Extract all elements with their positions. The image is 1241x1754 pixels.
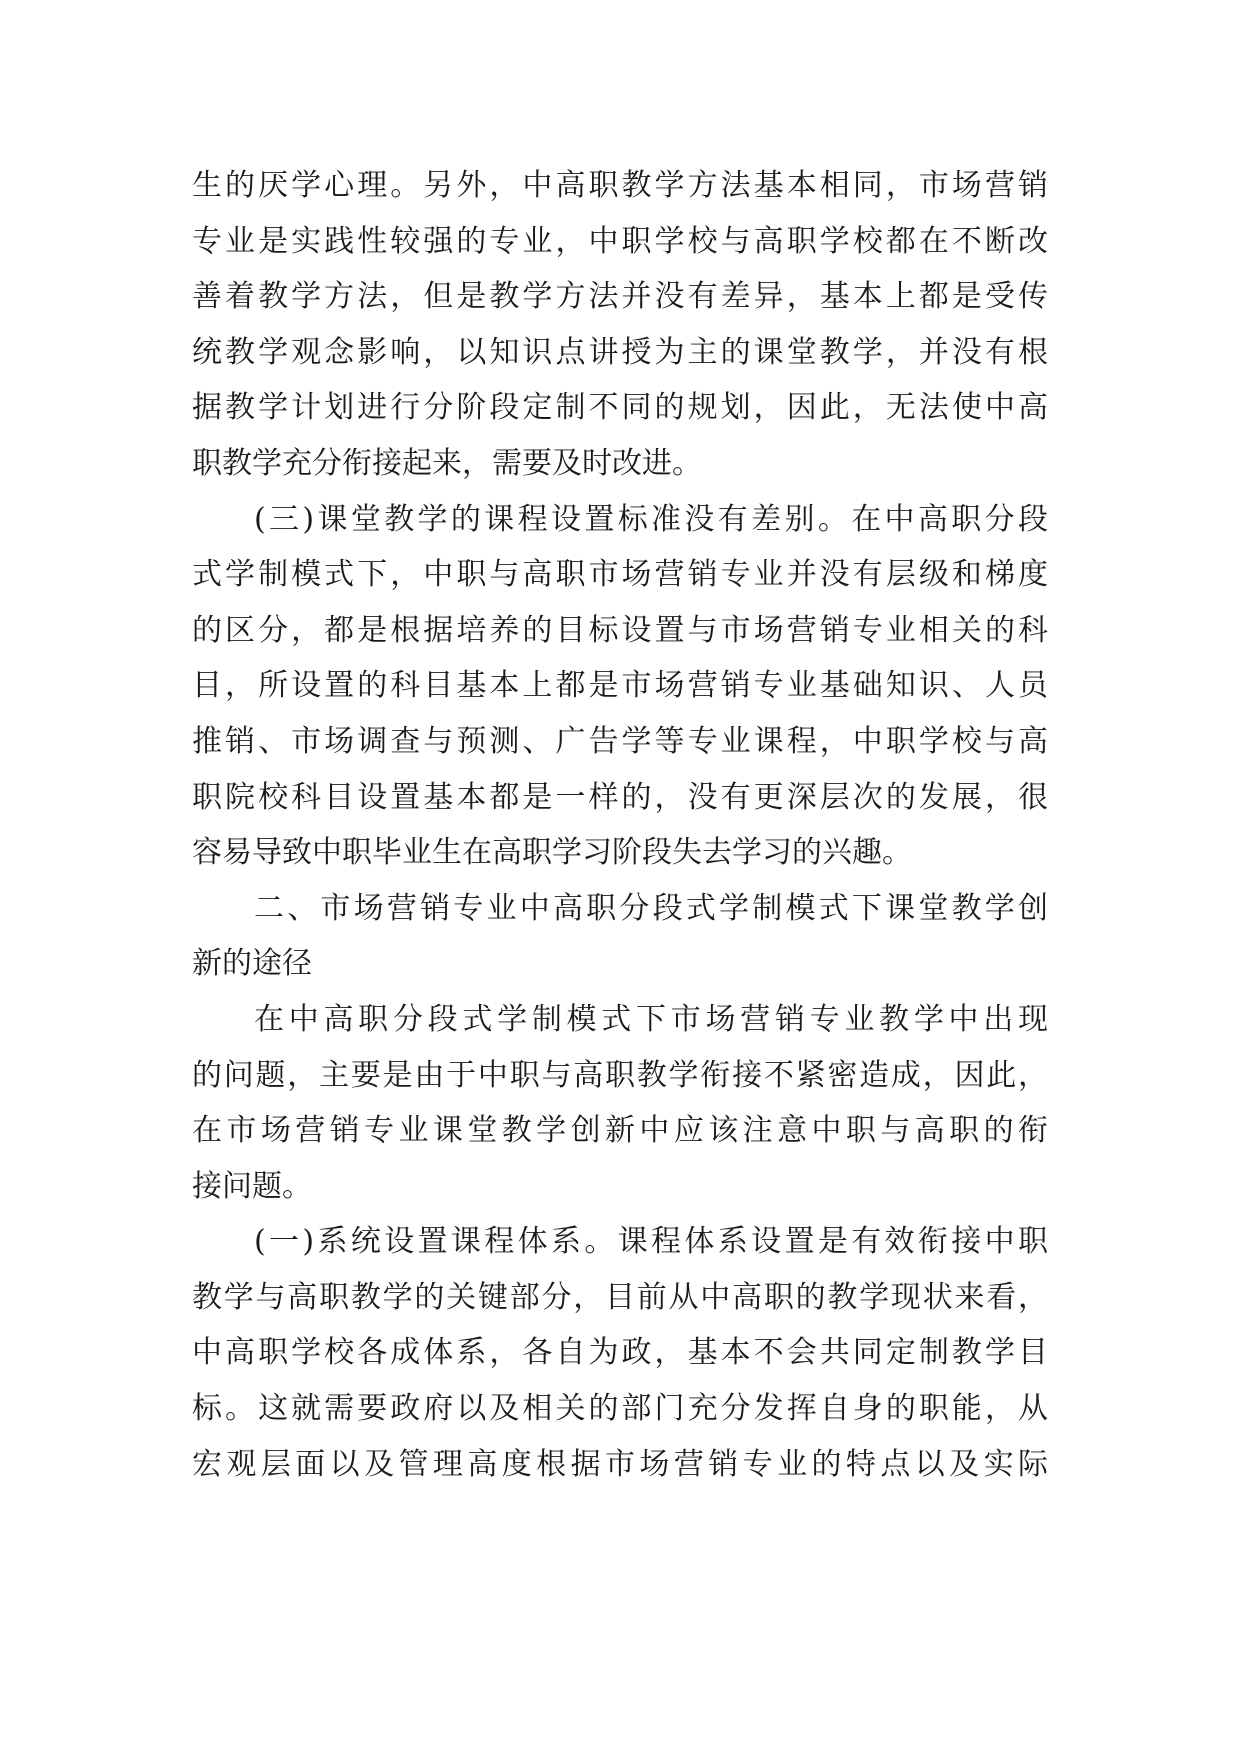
text-line-2: 专业是实践性较强的专业，中职学校与高职学校都在不断改: [192, 223, 1048, 259]
text-line-13: 容易导致中职毕业生在高职学习阶段失去学习的兴趣。: [192, 835, 912, 871]
text-line-7: (三)课堂教学的课程设置标准没有差别。在中高职分段: [254, 501, 1048, 537]
text-line-6: 职教学充分衔接起来，需要及时改进。: [192, 445, 702, 481]
text-line-21: 教学与高职教学的关键部分，目前从中高职的教学现状来看，: [192, 1279, 1048, 1315]
text-line-19: 接问题。: [192, 1168, 312, 1204]
text-line-17: 的问题，主要是由于中职与高职教学衔接不紧密造成，因此，: [192, 1057, 1048, 1093]
text-line-24: 宏观层面以及管理高度根据市场营销专业的特点以及实际: [192, 1446, 1048, 1482]
text-line-1: 生的厌学心理。另外，中高职教学方法基本相同，市场营销: [192, 168, 1048, 203]
text-line-10: 目，所设置的科目基本上都是市场营销专业基础知识、人员: [192, 668, 1048, 704]
text-line-22: 中高职学校各成体系，各自为政，基本不会共同定制教学目: [192, 1335, 1048, 1371]
section-heading-line-1: 二、市场营销专业中高职分段式学制模式下课堂教学创: [254, 890, 1048, 926]
text-line-4: 统教学观念影响，以知识点讲授为主的课堂教学，并没有根: [192, 334, 1048, 370]
text-line-23: 标。这就需要政府以及相关的部门充分发挥自身的职能，从: [192, 1391, 1048, 1427]
body-text: [192, 158, 1048, 1492]
text-line-16: 在中高职分段式学制模式下市场营销专业教学中出现: [254, 1001, 1048, 1037]
text-line-8: 式学制模式下，中职与高职市场营销专业并没有层级和梯度: [192, 557, 1048, 593]
text-line-11: 推销、市场调查与预测、广告学等专业课程，中职学校与高: [192, 723, 1048, 759]
text-line-18: 在市场营销专业课堂教学创新中应该注意中职与高职的衔: [192, 1113, 1048, 1149]
section-heading-line-2: 新的途径: [192, 946, 312, 982]
text-line-3: 善着教学方法，但是教学方法并没有差异，基本上都是受传: [192, 279, 1048, 315]
text-line-20: (一)系统设置课程体系。课程体系设置是有效衔接中职: [254, 1224, 1048, 1260]
text-line-9: 的区分，都是根据培养的目标设置与市场营销专业相关的科: [192, 612, 1048, 648]
text-line-12: 职院校科目设置基本都是一样的，没有更深层次的发展，很: [192, 779, 1048, 815]
text-line-5: 据教学计划进行分阶段定制不同的规划，因此，无法使中高: [192, 390, 1048, 426]
